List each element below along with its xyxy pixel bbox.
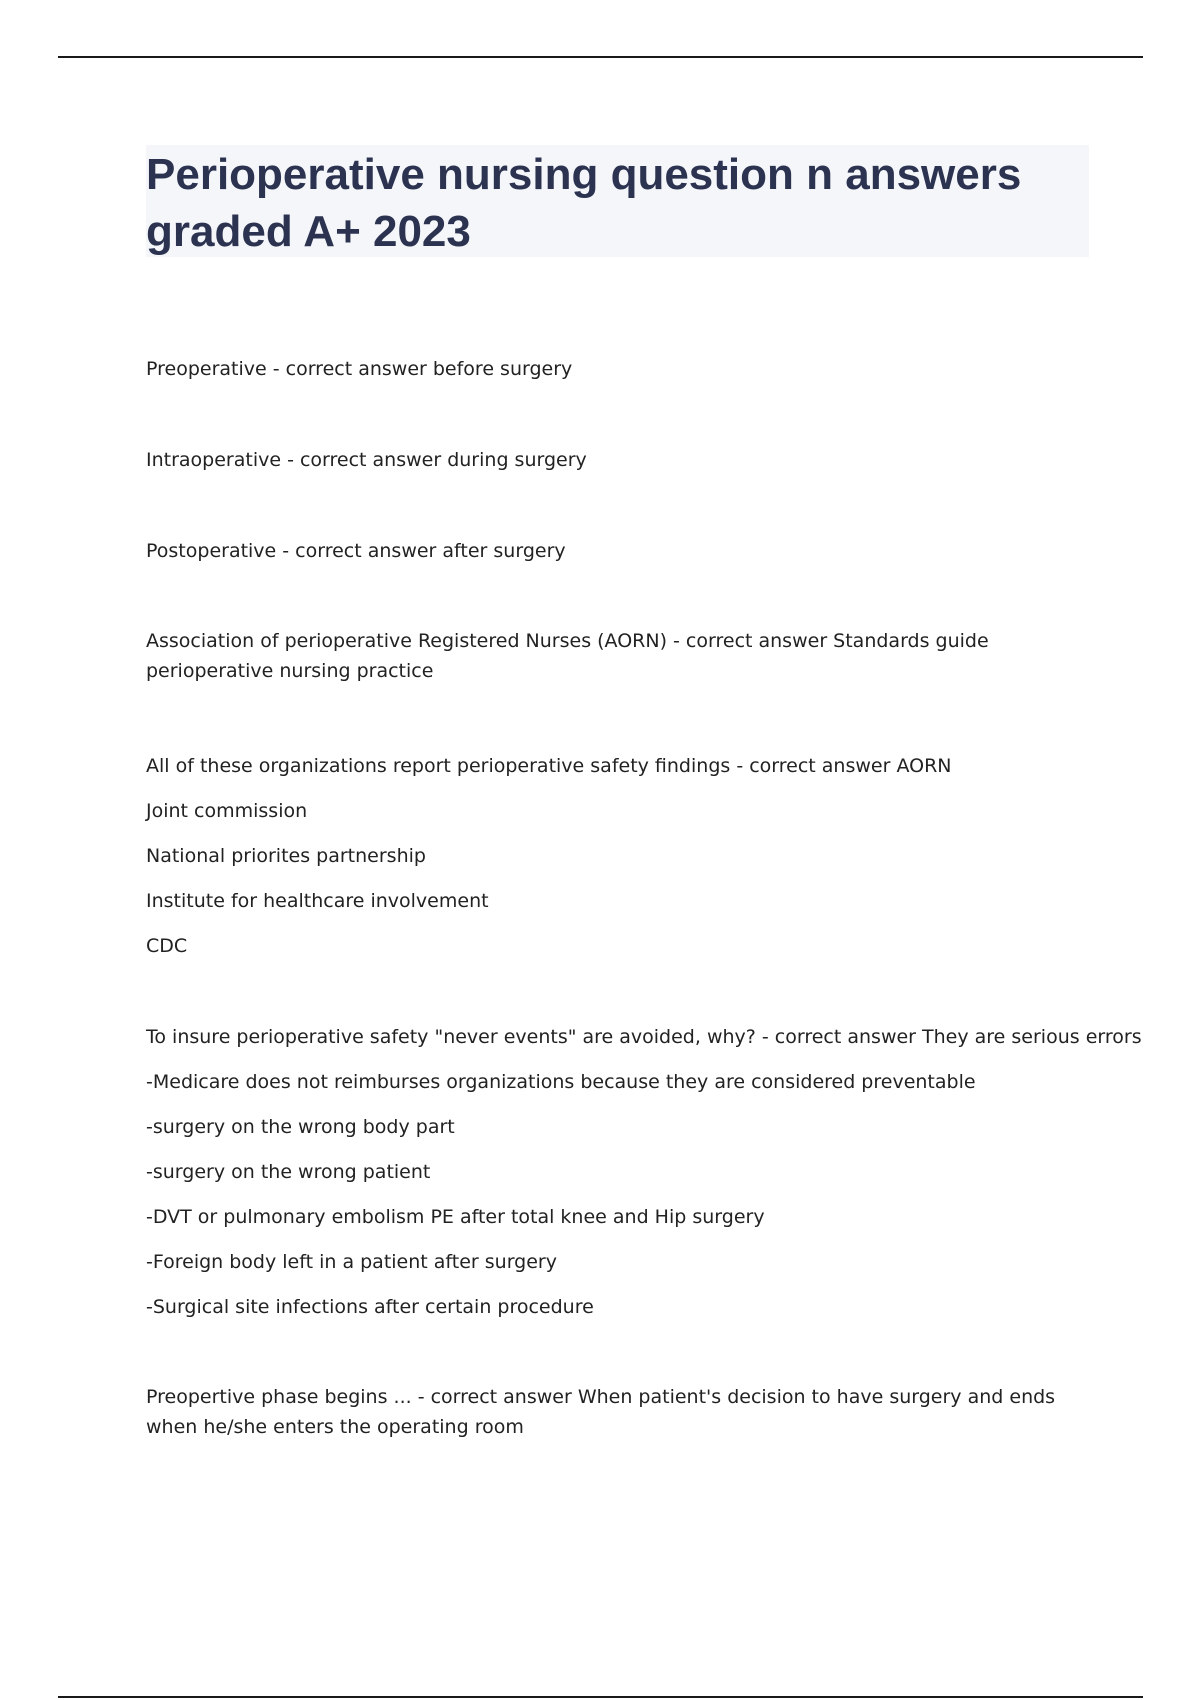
qa-line: Postoperative - correct answer after surgery [146,540,566,562]
qa-entry-intraoperative [146,438,1096,483]
qa-line: -Surgical site infections after certain procedure [146,1296,594,1318]
qa-line: -DVT or pulmonary embolism PE after total knee and Hip surgery [146,1206,765,1228]
qa-line: Joint commission [146,800,308,822]
qa-line: Institute for healthcare involvement [146,890,489,912]
qa-entry-organizations [146,744,1096,969]
qa-line: Preoperative - correct answer before surgery [146,358,573,380]
qa-entry-preoperative-phase [146,1382,1096,1442]
qa-line: All of these organizations report perioperative safety findings - correct answer AORN [146,755,952,777]
qa-entry-aorn [146,626,1096,686]
top-rule [58,56,1143,58]
qa-line: -surgery on the wrong body part [146,1116,455,1138]
qa-line: CDC [146,935,188,957]
qa-line: National priorites partnership [146,845,426,867]
qa-line: -Medicare does not reimburses organizations because they are considered preventable [146,1071,976,1093]
qa-line: Association of perioperative Registered Nurses (AORN) - correct answer Standards guide perioperative nursing practice [146,630,989,682]
qa-line: Intraoperative - correct answer during surgery [146,449,587,471]
qa-entry-preoperative [146,347,1096,392]
bottom-rule [58,1696,1143,1698]
qa-line: To insure perioperative safety "never events" are avoided, why? - correct answer They are serious errors [146,1026,1142,1048]
qa-line: -surgery on the wrong patient [146,1161,431,1183]
document-body [146,347,1142,1442]
qa-line: Preopertive phase begins ... - correct answer When patient's decision to have surgery and ends when he/she enters the operating room [146,1386,1056,1438]
qa-entry-postoperative [146,529,1096,574]
qa-entry-never-events [146,1015,1142,1330]
document-title: Perioperative nursing question n answers graded A+ 2023 [146,150,1022,256]
qa-line: -Foreign body left in a patient after surgery [146,1251,557,1273]
